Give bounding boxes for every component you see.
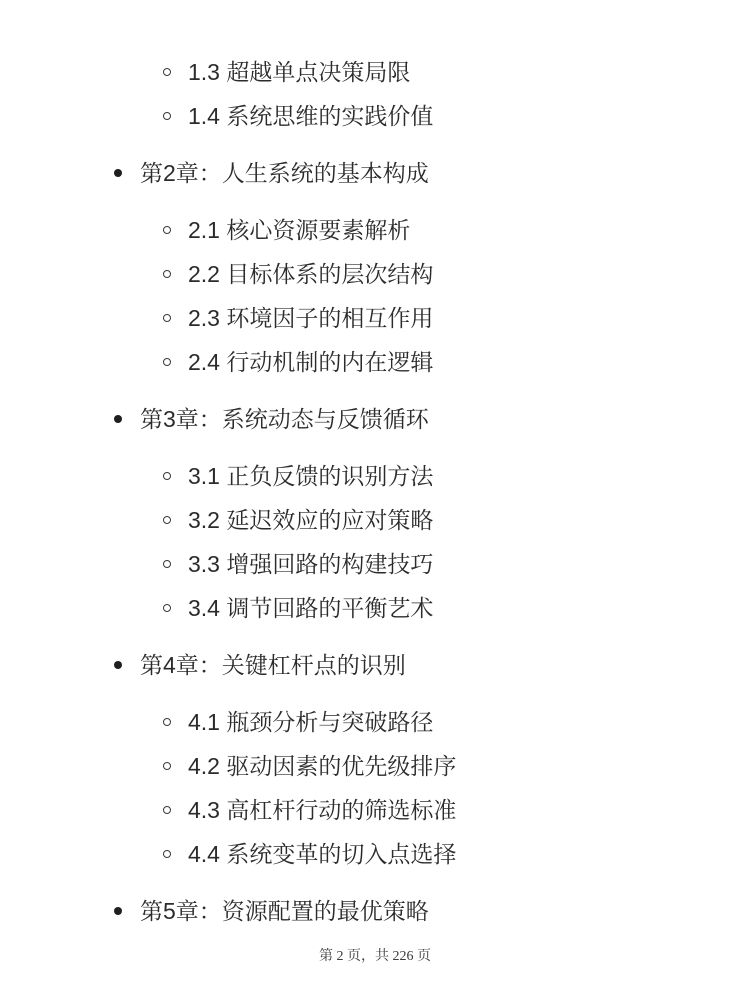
toc-section-item [0,542,750,586]
circle-bullet-icon [163,718,171,726]
toc-section-item [0,296,750,340]
circle-bullet-icon [163,806,171,814]
toc-chapter-item [0,643,750,687]
toc-chapter-item [0,151,750,195]
toc-item-text: 2.1 核心资源要素解析 [188,217,411,243]
toc-chapter-item [0,889,750,933]
page-number-footer: 第 2 页，共 226 页 [319,949,431,964]
circle-bullet-icon [163,112,171,120]
toc-section-item [0,788,750,832]
toc-section-item [0,744,750,788]
toc-item-text: 4.2 驱动因素的优先级排序 [188,753,457,779]
toc-item-text: 3.3 增强回路的构建技巧 [188,551,434,577]
circle-bullet-icon [163,516,171,524]
toc-item-text: 第4章：关键杠杆点的识别 [140,652,406,678]
toc-section-item [0,94,750,138]
toc-section-item [0,832,750,876]
circle-bullet-icon [163,560,171,568]
toc-item-text: 3.2 延迟效应的应对策略 [188,507,434,533]
circle-bullet-icon [163,226,171,234]
toc-item-text: 4.1 瓶颈分析与突破路径 [188,709,434,735]
toc-section-item [0,498,750,542]
toc-item-text: 4.4 系统变革的切入点选择 [188,841,457,867]
toc-section-item [0,340,750,384]
circle-bullet-icon [163,604,171,612]
circle-bullet-icon [163,270,171,278]
toc-item-text: 2.4 行动机制的内在逻辑 [188,349,434,375]
disc-bullet-icon [114,661,122,669]
circle-bullet-icon [163,850,171,858]
toc-section-item [0,586,750,630]
disc-bullet-icon [114,415,122,423]
toc-item-text: 第5章：资源配置的最优策略 [140,898,429,924]
toc-item-text: 3.1 正负反馈的识别方法 [188,463,434,489]
toc-section-item [0,50,750,94]
circle-bullet-icon [163,68,171,76]
toc-item-text: 第2章：人生系统的基本构成 [140,160,429,186]
disc-bullet-icon [114,169,122,177]
circle-bullet-icon [163,472,171,480]
toc-item-text: 1.3 超越单点决策局限 [188,59,411,85]
toc-chapter-item [0,397,750,441]
toc-item-text: 2.2 目标体系的层次结构 [188,261,434,287]
toc-item-text: 2.3 环境因子的相互作用 [188,305,434,331]
table-of-contents [0,50,750,933]
toc-item-text: 4.3 高杠杆行动的筛选标准 [188,797,457,823]
toc-section-item [0,252,750,296]
toc-item-text: 1.4 系统思维的实践价值 [188,103,434,129]
circle-bullet-icon [163,358,171,366]
toc-item-text: 3.4 调节回路的平衡艺术 [188,595,434,621]
toc-section-item [0,700,750,744]
disc-bullet-icon [114,907,122,915]
circle-bullet-icon [163,314,171,322]
toc-section-item [0,454,750,498]
toc-section-item [0,208,750,252]
toc-item-text: 第3章：系统动态与反馈循环 [140,406,429,432]
circle-bullet-icon [163,762,171,770]
